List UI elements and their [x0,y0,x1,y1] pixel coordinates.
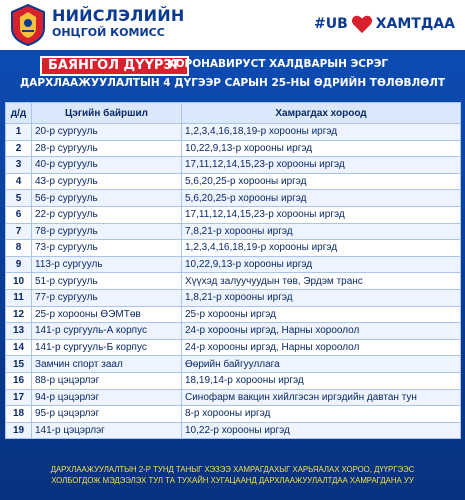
row-location: 77-р сургууль [32,289,182,306]
row-number: 6 [6,206,32,223]
table-row [6,240,461,257]
row-number: 10 [6,273,32,290]
row-location: 95-р цэцэрлэг [32,406,182,423]
table-row [6,124,461,141]
row-districts: 5,6,20,25-р хорооны иргэд [182,190,461,207]
row-location: 40-р сургууль [32,157,182,174]
hashtag-right: ХАМТДАА [375,16,455,32]
table-row [6,422,461,439]
row-location: 43-р сургууль [32,173,182,190]
subhead: ДАРХЛААЖУУЛАЛТЫН 4 ДҮГЭЭР САРЫН 25-НЫ ӨДРИЙН ТӨЛӨВЛӨЛТ [19,77,446,89]
row-location: 88-р цэцэрлэг [32,372,182,389]
row-number: 7 [6,223,32,240]
row-number: 12 [6,306,32,323]
table-row [6,223,461,240]
header-location: Цэгийн байршил [32,103,182,124]
table-row [6,406,461,423]
footer-line2: ХОЛБОГДОЖ МЭДЭЭЛЭХ ТУЛ ТА ТУХАЙН ХУГАЦААНД ДАРХЛААЖУУЛАЛТДАА ХАМРАГДАНА УУ [51,476,414,485]
table-row [6,389,461,406]
row-districts: 1,2,3,4,16,18,19-р хорооны иргэд [182,240,461,257]
org-name-line2: ОНЦГОЙ КОМИСС [52,25,165,39]
headline: КОРОНАВИРУСТ ХАЛДВАРЫН ЭСРЭГ [167,58,389,70]
vaccination-table [5,102,461,439]
row-location: 28-р сургууль [32,140,182,157]
table-header-row [6,103,461,124]
heart-icon [351,14,373,34]
row-location: 25-р хорооны ӨЭМТөв [32,306,182,323]
row-number: 18 [6,406,32,423]
row-number: 11 [6,289,32,306]
row-districts: 18,19,14-р хорооны иргэд [182,372,461,389]
district-badge: БАЯНГОЛ ДҮҮРЭГ [40,56,189,76]
table-row [6,372,461,389]
row-number: 3 [6,157,32,174]
hashtag-left: #UB [313,16,348,32]
row-number: 9 [6,256,32,273]
row-number: 17 [6,389,32,406]
row-location: 51-р сургууль [32,273,182,290]
hashtag-logo [314,14,455,34]
row-districts: 17,11,12,14,15,23-р хорооны иргэд [182,157,461,174]
footer-note [0,464,465,486]
row-number: 8 [6,240,32,257]
row-districts: Синофарм вакцин хийлгэсэн иргэдийн давтан тун [182,389,461,406]
table-row [6,173,461,190]
table-row [6,206,461,223]
row-number: 5 [6,190,32,207]
row-districts: 1,2,3,4,16,18,19-р хорооны иргэд [182,124,461,141]
row-number: 16 [6,372,32,389]
header-number: д/д [6,103,32,124]
footer-line1: ДАРХЛААЖУУЛАЛТЫН 2-Р ТУНД ТАНЫГ ХЭЗЭЭ ХАМРАГДАХЫГ ХАРЬЯАЛАХ ХОРОО, ДҮҮРГЭЭС [50,465,415,474]
row-location: 56-р сургууль [32,190,182,207]
row-location: Замчин спорт заал [32,356,182,373]
row-districts: 5,6,20,25-р хорооны иргэд [182,173,461,190]
row-location: 22-р сургууль [32,206,182,223]
row-districts: 10,22,9,13-р хорооны иргэд [182,256,461,273]
row-number: 13 [6,323,32,340]
header-bar [0,0,465,50]
row-districts: 25-р хорооны иргэд [182,306,461,323]
table-row [6,356,461,373]
row-number: 4 [6,173,32,190]
row-districts: Хүүхэд залуучуудын төв, Эрдэм транс [182,273,461,290]
row-location: 78-р сургууль [32,223,182,240]
row-location: 113-р сургууль [32,256,182,273]
row-number: 14 [6,339,32,356]
row-districts: 24-р хорооны иргэд, Нарны хороолол [182,323,461,340]
row-districts: 8-р хорооны иргэд [182,406,461,423]
table-row [6,323,461,340]
row-number: 15 [6,356,32,373]
table-row [6,339,461,356]
row-location: 141-р сургууль-Б корпус [32,339,182,356]
row-districts: Өөрийн байгууллага [182,356,461,373]
row-districts: 10,22,9,13-р хорооны иргэд [182,140,461,157]
row-districts: 17,11,12,14,15,23-р хорооны иргэд [182,206,461,223]
row-districts: 24-р хорооны иргэд, Нарны хороолол [182,339,461,356]
org-name-line1: НИЙСЛЭЛИЙН [52,6,185,25]
row-location: 73-р сургууль [32,240,182,257]
row-number: 19 [6,422,32,439]
header-districts: Хамрагдах хороод [182,103,461,124]
row-districts: 10,22-р хорооны иргэд [182,422,461,439]
row-number: 1 [6,124,32,141]
city-emblem-icon [10,4,46,46]
row-number: 2 [6,140,32,157]
row-location: 20-р сургууль [32,124,182,141]
table-row [6,306,461,323]
table-row [6,140,461,157]
table-row [6,273,461,290]
row-location: 141-р сургууль-А корпус [32,323,182,340]
table-row [6,289,461,306]
row-location: 94-р цэцэрлэг [32,389,182,406]
row-districts: 7,8,21-р хорооны иргэд [182,223,461,240]
table-row [6,256,461,273]
table-row [6,190,461,207]
row-location: 141-р цэцэрлэг [32,422,182,439]
title-block [0,56,465,94]
row-districts: 1,8,21-р хорооны иргэд [182,289,461,306]
org-name [52,8,184,38]
table-row [6,157,461,174]
